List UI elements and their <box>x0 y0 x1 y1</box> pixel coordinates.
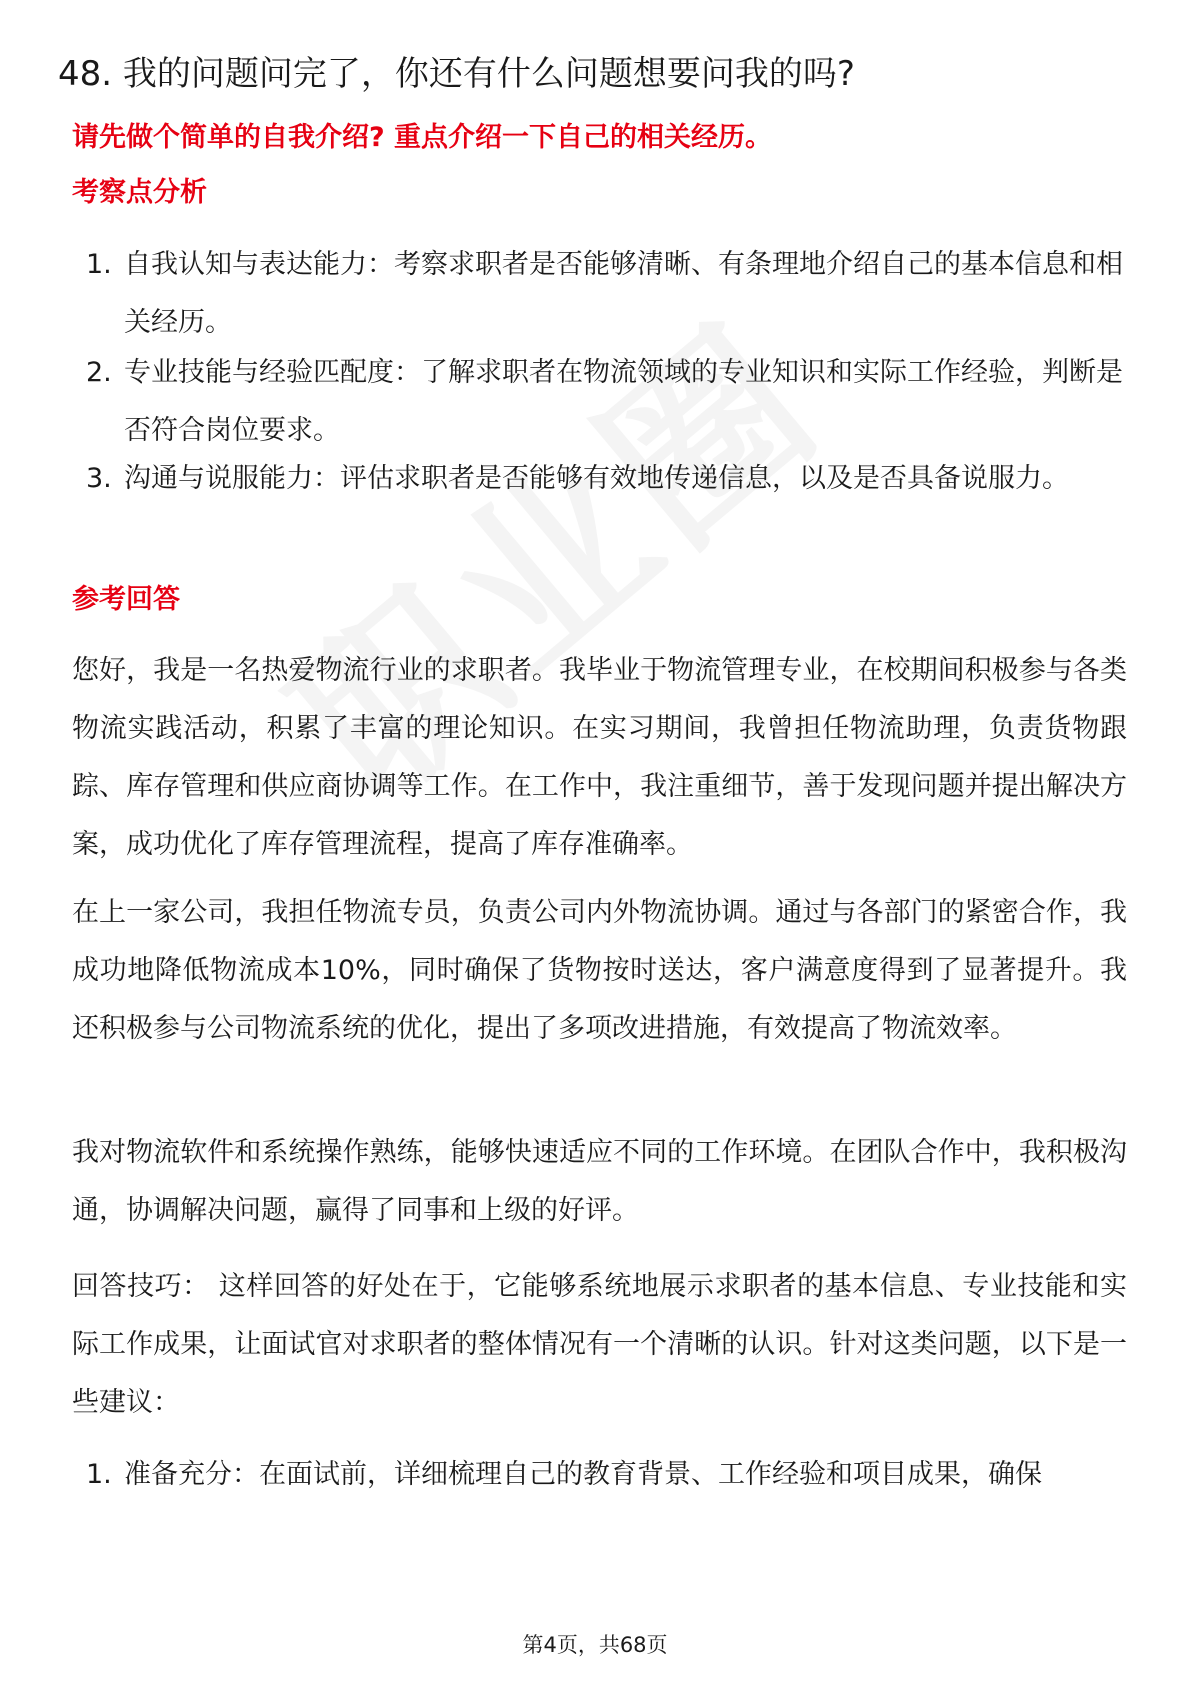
list-text: 专业技能与经验匹配度：了解求职者在物流领域的专业知识和实际工作经验，判断是否符合岗位要求。 <box>124 357 1123 446</box>
answer-heading: 参考回答 <box>72 584 180 615</box>
list-number: 3. <box>86 463 112 494</box>
interview-prompt: 请先做个简单的自我介绍? 重点介绍一下自己的相关经历。 <box>72 122 773 153</box>
answer-paragraph-2: 在上一家公司，我担任物流专员，负责公司内外物流协调。通过与各部门的紧密合作，我成功地降低物流成本10%，同时确保了货物按时送达，客户满意度得到了显著提升。我还积极参与公司物流系统的优化，提出了多项改进措施，有效提高了物流效率。 <box>72 897 1127 1044</box>
analysis-heading: 考察点分析 <box>72 177 207 208</box>
answer-paragraph-3: 我对物流软件和系统操作熟练，能够快速适应不同的工作环境。在团队合作中，我积极沟通，协调解决问题，赢得了同事和上级的好评。 <box>72 1137 1127 1226</box>
list-text: 自我认知与表达能力：考察求职者是否能够清晰、有条理地介绍自己的基本信息和相关经历。 <box>124 249 1123 338</box>
page-footer: 第4页，共68页 <box>522 1633 668 1657</box>
list-text: 沟通与说服能力：评估求职者是否能够有效地传递信息，以及是否具备说服力。 <box>124 463 1069 494</box>
answer-paragraph-1: 您好，我是一名热爱物流行业的求职者。我毕业于物流管理专业，在校期间积极参与各类物流实践活动，积累了丰富的理论知识。在实习期间，我曾担任物流助理，负责货物跟踪、库存管理和供应商协调等工作。在工作中，我注重细节，善于发现问题并提出解决方案，成功优化了库存管理流程，提高了库存准确率。 <box>72 655 1127 860</box>
answer-tips-paragraph: 回答技巧： 这样回答的好处在于，它能够系统地展示求职者的基本信息、专业技能和实际工作成果，让面试官对求职者的整体情况有一个清晰的认识。针对这类问题，以下是一些建议： <box>72 1271 1127 1418</box>
list-number: 1. <box>86 249 112 280</box>
list-number: 2. <box>86 357 112 388</box>
list-number: 1. <box>86 1459 112 1490</box>
question-title: 48. 我的问题问完了，你还有什么问题想要问我的吗? <box>58 54 855 94</box>
list-text: 准备充分：在面试前，详细梳理自己的教育背景、工作经验和项目成果，确保 <box>124 1459 1042 1490</box>
